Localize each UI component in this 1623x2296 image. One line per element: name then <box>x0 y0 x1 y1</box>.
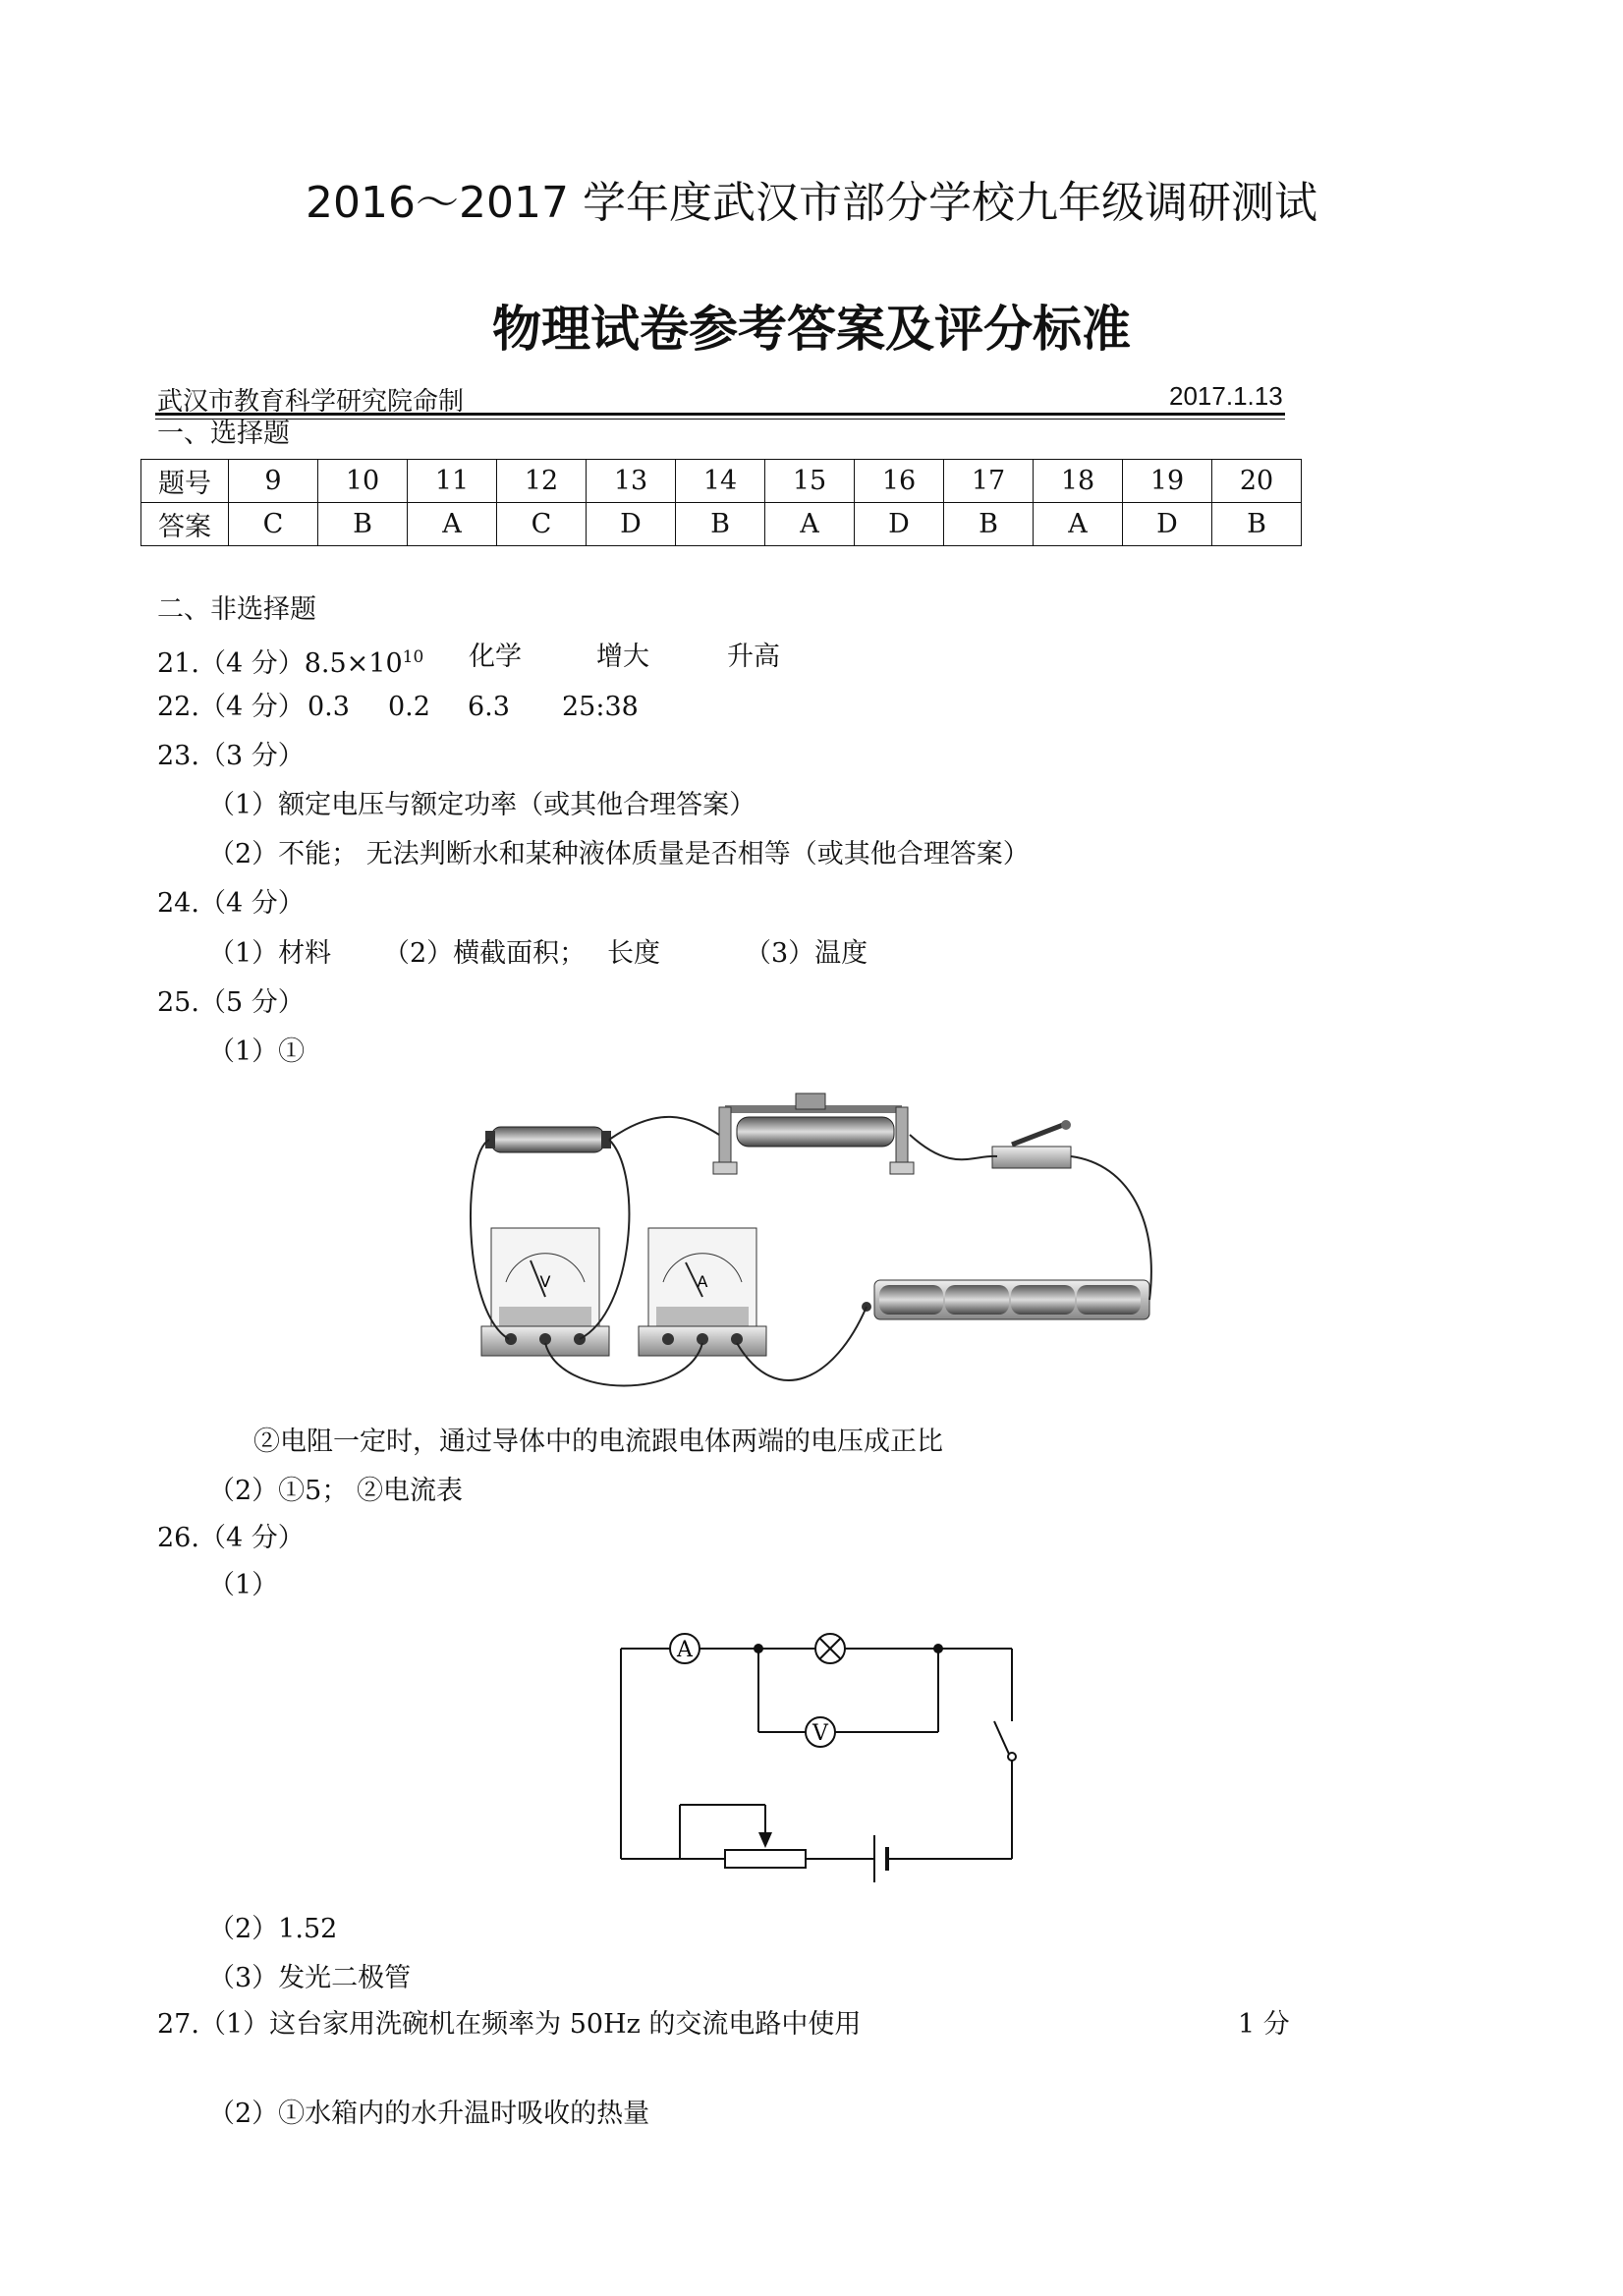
svg-text:V: V <box>812 1721 828 1746</box>
table-cell: 10 <box>318 460 408 503</box>
table-cell: 20 <box>1212 460 1302 503</box>
section1-heading: 一、选择题 <box>157 419 290 449</box>
q23-number: 23.（3 分） <box>157 741 305 771</box>
q21-number: 21.（4 分） <box>157 648 305 679</box>
table-cell: D <box>587 503 676 546</box>
q24-part2-b: 长度 <box>607 938 660 969</box>
resistor-icon <box>485 1127 611 1152</box>
voltmeter-icon <box>481 1228 609 1356</box>
q24-number: 24.（4 分） <box>157 888 305 919</box>
voltmeter-label: V <box>539 1272 551 1291</box>
table-cell: B <box>944 503 1034 546</box>
q25-part1: （1）① <box>208 1036 306 1067</box>
q21-answer-3: 增大 <box>596 642 649 672</box>
table-cell: 9 <box>229 460 318 503</box>
table-cell: 18 <box>1034 460 1123 503</box>
rheostat-symbol-icon <box>725 1832 806 1868</box>
page-title: 2016～2017 学年度武汉市部分学校九年级调研测试 <box>306 178 1317 228</box>
answer-table <box>140 459 1302 546</box>
battery-pack-icon <box>862 1280 1149 1319</box>
table-cell: D <box>1123 503 1212 546</box>
svg-text:A: A <box>677 1638 693 1662</box>
table-cell: D <box>855 503 944 546</box>
q26-number: 26.（4 分） <box>157 1523 305 1553</box>
table-cell: A <box>408 503 497 546</box>
junction-dot <box>754 1644 763 1653</box>
row-label-question: 题号 <box>141 460 229 503</box>
table-cell: B <box>1212 503 1302 546</box>
lamp-symbol-icon <box>815 1634 845 1663</box>
table-row-answers <box>141 503 1302 546</box>
table-cell: B <box>676 503 765 546</box>
section2-heading: 二、非选择题 <box>157 594 316 625</box>
q23-part2: （2）不能； 无法判断水和某种液体质量是否相等（或其他合理答案） <box>208 839 1030 869</box>
table-cell: 16 <box>855 460 944 503</box>
q26-part2: （2）1.52 <box>208 1914 338 1944</box>
table-cell: 14 <box>676 460 765 503</box>
table-cell: A <box>765 503 855 546</box>
q24-part3: （3）温度 <box>745 938 868 969</box>
q22-answer-3: 6.3 <box>468 692 510 722</box>
q25-number: 25.（5 分） <box>157 987 305 1018</box>
page-subtitle: 物理试卷参考答案及评分标准 <box>492 301 1131 358</box>
q21-answer-1: $8.5\times 10^{10}$ <box>304 647 424 679</box>
table-cell: C <box>229 503 318 546</box>
date-text: 2017.1.13 <box>1169 381 1283 411</box>
q27-part1-score: 1 分 <box>1238 2009 1290 2040</box>
table-cell: 13 <box>587 460 676 503</box>
q25-circuit-illustration <box>462 1086 1169 1400</box>
q22-number: 22.（4 分） <box>157 692 305 722</box>
junction-dot <box>933 1644 943 1653</box>
q24-part1: （1）材料 <box>208 938 332 969</box>
q24-part2: （2）横截面积； <box>383 938 587 969</box>
q25-part1-b: ②电阻一定时，通过导体中的电流跟电体两端的电压成正比 <box>253 1427 943 1457</box>
q22-answer-4: 25:38 <box>562 692 639 722</box>
rheostat-icon <box>713 1093 914 1174</box>
issuer-text: 武汉市教育科学研究院命制 <box>157 387 465 417</box>
table-cell: 11 <box>408 460 497 503</box>
switch-symbol-icon <box>994 1721 1016 1761</box>
q27-part2: （2）①水箱内的水升温时吸收的热量 <box>208 2099 650 2129</box>
q21-answer-4: 升高 <box>727 642 780 672</box>
q22-answer-1: 0.3 <box>308 692 350 722</box>
table-cell: C <box>497 503 587 546</box>
table-cell: B <box>318 503 408 546</box>
q22-answer-2: 0.2 <box>388 692 430 722</box>
table-row-questions <box>141 460 1302 503</box>
battery-symbol-icon <box>874 1835 887 1882</box>
q27-number: 27. <box>157 2009 199 2040</box>
ammeter-label: A <box>697 1272 708 1291</box>
voltmeter-symbol-icon <box>806 1717 835 1747</box>
table-cell: 17 <box>944 460 1034 503</box>
header-rule-thin <box>155 419 1285 420</box>
ammeter-icon <box>639 1228 766 1356</box>
ammeter-symbol-icon <box>670 1634 700 1663</box>
table-cell: 19 <box>1123 460 1212 503</box>
q21-answer-2: 化学 <box>469 642 522 672</box>
q26-part1: （1） <box>208 1570 279 1600</box>
table-cell: A <box>1034 503 1123 546</box>
switch-icon <box>992 1120 1071 1168</box>
q27-part1: （1）这台家用洗碗机在频率为 50Hz 的交流电路中使用 <box>198 2009 862 2040</box>
q23-part1: （1）额定电压与额定功率（或其他合理答案） <box>208 790 756 820</box>
q21-line <box>157 642 423 680</box>
header-rule-thick <box>155 413 1285 416</box>
q27-line1 <box>157 2009 861 2041</box>
q26-part3: （3）发光二极管 <box>208 1963 412 1993</box>
table-cell: 12 <box>497 460 587 503</box>
table-cell: 15 <box>765 460 855 503</box>
q26-circuit-diagram <box>609 1611 1022 1896</box>
q25-part2: （2）①5； ②电流表 <box>208 1476 463 1506</box>
row-label-answer: 答案 <box>141 503 229 546</box>
